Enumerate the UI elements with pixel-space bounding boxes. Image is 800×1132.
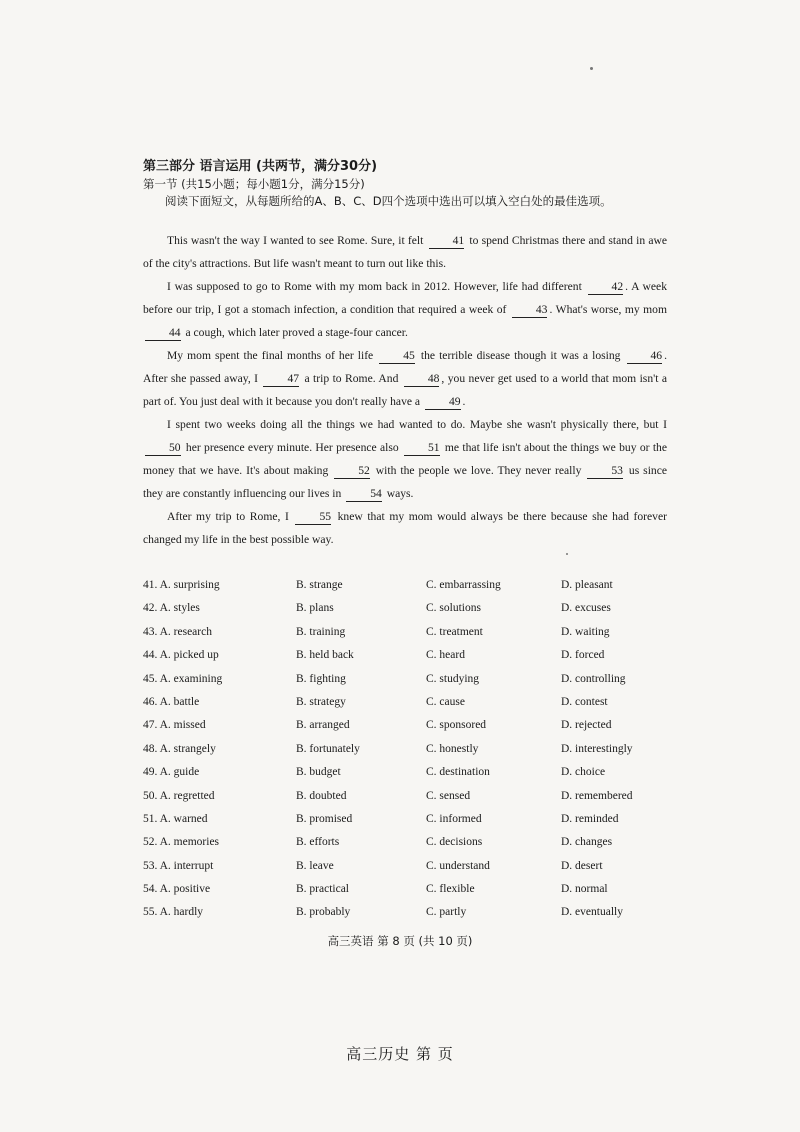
passage-text: . What's worse, my mom bbox=[549, 303, 667, 316]
option-a: 43. A. research bbox=[143, 625, 212, 638]
passage-text: . After she passed away, I bbox=[143, 349, 667, 385]
option-b: B. fighting bbox=[296, 672, 346, 685]
option-a: 53. A. interrupt bbox=[143, 859, 214, 872]
option-b: B. held back bbox=[296, 649, 354, 662]
option-c: C. heard bbox=[426, 649, 465, 662]
section-title: 第三部分 语言运用 (共两节，满分30分) bbox=[143, 159, 378, 174]
option-a: 54. A. positive bbox=[143, 883, 211, 896]
option-b: B. arranged bbox=[296, 719, 350, 732]
option-d: D. changes bbox=[561, 836, 613, 849]
passage-text: me that life isn't about the things we buy or the money that we have. It's about making bbox=[143, 441, 667, 477]
answer-options bbox=[143, 574, 703, 925]
option-a: 42. A. styles bbox=[143, 602, 200, 615]
scan-speck bbox=[590, 67, 593, 70]
paragraph-2 bbox=[143, 275, 667, 344]
option-c: C. treatment bbox=[426, 625, 483, 638]
passage-text: with the people we love. They never really bbox=[371, 464, 586, 477]
option-a: 41. A. surprising bbox=[143, 579, 220, 591]
option-a: 52. A. memories bbox=[143, 836, 220, 849]
paragraph-1 bbox=[143, 229, 667, 275]
option-d: D. forced bbox=[561, 649, 605, 662]
passage-text: the terrible disease though it was a losing bbox=[416, 349, 625, 362]
blank-51: 51 bbox=[404, 441, 440, 456]
option-a: 44. A. picked up bbox=[143, 649, 219, 662]
blank-42: 42 bbox=[588, 280, 624, 295]
option-a: 51. A. warned bbox=[143, 812, 208, 825]
option-c: C. studying bbox=[426, 672, 480, 685]
passage-text: a trip to Rome. And bbox=[301, 372, 402, 385]
option-d: D. choice bbox=[561, 766, 606, 779]
option-d: D. rejected bbox=[561, 719, 612, 732]
option-row-53 bbox=[143, 855, 703, 878]
option-row-42 bbox=[143, 597, 703, 620]
option-row-50 bbox=[143, 785, 703, 808]
option-b: B. strategy bbox=[296, 695, 346, 708]
passage-text: This wasn't the way I wanted to see Rome. Sure, it felt bbox=[167, 234, 427, 247]
option-d: D. excuses bbox=[561, 602, 611, 615]
blank-41: 41 bbox=[429, 234, 465, 249]
option-row-52 bbox=[143, 831, 703, 854]
option-c: C. sensed bbox=[426, 789, 471, 802]
option-d: D. contest bbox=[561, 695, 608, 708]
option-row-46 bbox=[143, 691, 703, 714]
passage-text: ways. bbox=[383, 487, 414, 500]
option-c: C. cause bbox=[426, 695, 465, 708]
option-c: C. flexible bbox=[426, 883, 475, 896]
option-a: 49. A. guide bbox=[143, 766, 200, 779]
passage-text: After my trip to Rome, I bbox=[167, 510, 294, 523]
option-a: 47. A. missed bbox=[143, 719, 206, 732]
option-a: 55. A. hardly bbox=[143, 906, 204, 919]
option-d: D. remembered bbox=[561, 789, 633, 802]
option-b: B. plans bbox=[296, 602, 334, 615]
option-d: D. pleasant bbox=[561, 579, 613, 591]
option-a: 48. A. strangely bbox=[143, 742, 216, 755]
option-a: 46. A. battle bbox=[143, 695, 200, 708]
option-b: B. budget bbox=[296, 766, 341, 779]
passage-text: I spent two weeks doing all the things we had wanted to do. Maybe she wasn't physically there, but I bbox=[167, 418, 667, 431]
blank-47: 47 bbox=[263, 372, 299, 387]
option-b: B. promised bbox=[296, 812, 353, 825]
blank-45: 45 bbox=[379, 349, 415, 364]
option-row-47 bbox=[143, 714, 703, 737]
option-row-43 bbox=[143, 621, 703, 644]
option-c: C. sponsored bbox=[426, 719, 487, 732]
passage-text: . bbox=[462, 395, 466, 408]
blank-48: 48 bbox=[404, 372, 440, 387]
blank-53: 53 bbox=[587, 464, 623, 479]
section-heading bbox=[143, 158, 683, 210]
option-b: B. probably bbox=[296, 906, 351, 919]
passage-text: knew that my mom would always be there because she had forever changed my life in the best possible way. bbox=[143, 510, 667, 546]
option-row-54 bbox=[143, 878, 703, 901]
passage-text: I was supposed to go to Rome with my mom back in 2012. However, life had different bbox=[167, 280, 586, 293]
option-c: C. informed bbox=[426, 812, 482, 825]
option-d: D. waiting bbox=[561, 625, 610, 638]
passage-text: a cough, which later proved a stage-four cancer. bbox=[182, 326, 408, 339]
option-row-49 bbox=[143, 761, 703, 784]
option-c: C. destination bbox=[426, 766, 490, 779]
option-d: D. normal bbox=[561, 883, 608, 896]
blank-52: 52 bbox=[334, 464, 370, 479]
paragraph-3 bbox=[143, 344, 667, 413]
instruction: 阅读下面短文，从每题所给的A、B、C、D四个选项中选出可以填入空白处的最佳选项。 bbox=[165, 194, 612, 208]
option-d: D. reminded bbox=[561, 812, 619, 825]
passage-text: us since they are constantly influencing our lives in bbox=[143, 464, 668, 500]
option-c: C. honestly bbox=[426, 742, 479, 755]
sub-title: 第一节 (共15小题；每小题1分，满分15分) bbox=[143, 177, 365, 191]
blank-49: 49 bbox=[425, 395, 461, 410]
option-b: B. practical bbox=[296, 883, 350, 896]
passage-text: to spend Christmas there and stand in awe of the city's attractions. But life wasn't meant to turn out like this. bbox=[143, 234, 667, 270]
option-d: D. controlling bbox=[561, 672, 626, 685]
paragraph-5 bbox=[143, 505, 667, 551]
option-b: B. strange bbox=[296, 579, 343, 591]
option-d: D. eventually bbox=[561, 906, 623, 919]
option-a: 45. A. examining bbox=[143, 672, 223, 685]
option-b: B. efforts bbox=[296, 836, 340, 849]
passage-text: . A week before our trip, I got a stomach infection, a condition that required a week of bbox=[143, 280, 667, 316]
passage-text: My mom spent the final months of her life bbox=[167, 349, 378, 362]
option-c: C. embarrassing bbox=[426, 579, 501, 591]
bottom-label: 高三历史 第 页 bbox=[346, 1045, 454, 1063]
blank-55: 55 bbox=[295, 510, 331, 525]
option-b: B. fortunately bbox=[296, 742, 360, 755]
blank-44: 44 bbox=[145, 326, 181, 341]
option-row-45 bbox=[143, 668, 703, 691]
option-a: 50. A. regretted bbox=[143, 789, 215, 802]
page-footer: 高三英语 第 8 页 (共 10 页) bbox=[327, 934, 473, 948]
option-d: D. interestingly bbox=[561, 742, 633, 755]
passage bbox=[143, 229, 667, 551]
option-row-51 bbox=[143, 808, 703, 831]
option-c: C. understand bbox=[426, 859, 490, 872]
paragraph-4 bbox=[143, 413, 667, 505]
option-row-44 bbox=[143, 644, 703, 667]
option-c: C. solutions bbox=[426, 602, 481, 615]
blank-43: 43 bbox=[512, 303, 548, 318]
passage-text: , you never get used to a world that mom isn't a part of. You just deal with it because you don't really have a bbox=[143, 372, 667, 408]
option-b: B. leave bbox=[296, 859, 334, 872]
option-row-48 bbox=[143, 738, 703, 761]
option-row-41 bbox=[143, 574, 703, 597]
blank-54: 54 bbox=[346, 487, 382, 502]
option-row-55 bbox=[143, 901, 703, 924]
blank-46: 46 bbox=[627, 349, 663, 364]
option-b: B. doubted bbox=[296, 789, 347, 802]
option-c: C. decisions bbox=[426, 836, 483, 849]
scan-speck bbox=[566, 553, 568, 555]
option-b: B. training bbox=[296, 625, 346, 638]
blank-50: 50 bbox=[145, 441, 181, 456]
passage-text: her presence every minute. Her presence also bbox=[182, 441, 402, 454]
option-c: C. partly bbox=[426, 906, 467, 919]
option-d: D. desert bbox=[561, 859, 603, 872]
